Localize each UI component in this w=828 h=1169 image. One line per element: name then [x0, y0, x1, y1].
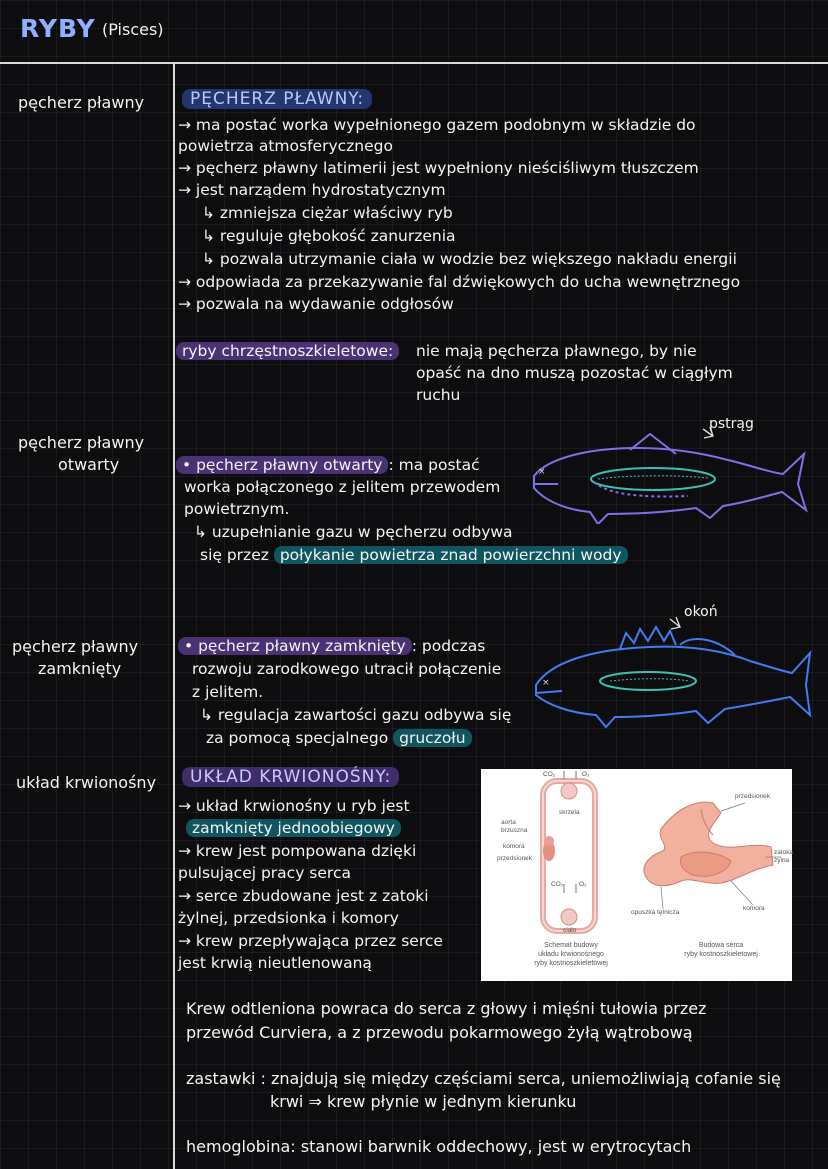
closed-bladder-line-2: rozwoju zarodkowego utracił połączenie: [192, 660, 502, 678]
open-bladder-highlight: • pęcherz pławny otwarty: [176, 456, 388, 474]
bullet-line: → serce zbudowane jest z zatoki: [178, 887, 429, 905]
label-co2-top: CO₂: [543, 771, 556, 778]
label-heart-bulb: opuszka tętnicza: [631, 909, 680, 916]
sidebar-label-open-2: otwarty: [58, 455, 120, 474]
trout-illustration: [528, 414, 813, 524]
closed-bladder-text: za pomocą specjalnego: [206, 729, 389, 747]
closed-bladder-line-5: [206, 728, 472, 749]
open-bladder-line-5: [200, 545, 628, 566]
margin-divider: [173, 62, 175, 1169]
open-bladder-line-3: powietrznym.: [184, 500, 290, 518]
bullet-line: → układ krwionośny u ryb jest: [178, 797, 410, 815]
label-heart-ventricle: komora: [743, 905, 765, 912]
bullet-line: jest krwią nieutlenowaną: [178, 954, 372, 972]
heading-text: PĘCHERZ PŁAWNY:: [182, 89, 372, 109]
svg-text:×: ×: [542, 678, 550, 688]
caption-right-line: Budowa serca: [698, 942, 744, 949]
caption-right: [661, 941, 781, 959]
sub-bullet-line: ↳ reguluje głębokość zanurzenia: [202, 227, 456, 245]
label-aorta: aorta: [501, 819, 516, 826]
note-valves-1: zastawki : znajdują się między częściami serca, uniemożliwiają cofanie się: [186, 1069, 781, 1088]
open-bladder-text: się przez: [200, 546, 269, 564]
label-o2-bottom: O₂: [579, 881, 587, 888]
closed-bladder-teal-highlight: gruczołu: [393, 729, 471, 747]
section-heading-circulatory: [182, 767, 399, 788]
label-gills: skrzela: [559, 809, 580, 816]
bullet-line: → ma postać worka wypełnionego gazem podobnym w składzie do: [178, 116, 696, 134]
perch-illustration: [530, 605, 815, 730]
circulatory-figure: [481, 769, 792, 981]
caption-left-line: układu krwionośnego: [538, 951, 604, 958]
sidebar-label-circulatory: układ krwionośny: [16, 773, 157, 792]
caption-left-line: Schemat budowy: [544, 942, 598, 949]
sidebar-label-swim-bladder: pęcherz pławny: [18, 93, 145, 112]
bullet-line: pulsującej pracy serca: [178, 864, 351, 882]
label-co2-bottom: CO₂: [551, 881, 564, 888]
bullet-line: → krew jest pompowana dzięki: [178, 842, 417, 860]
trout-label: pstrąg: [709, 416, 754, 432]
note-blood-2: przewód Curviera, a z przewodu pokarmowego żyłą wątrobową: [186, 1023, 693, 1042]
label-o2-top: O₂: [582, 771, 590, 778]
note-blood-1: Krew odtleniona powraca do serca z głowy i mięśni tułowia przez: [186, 999, 707, 1018]
circulatory-teal-line: [186, 818, 401, 839]
closed-bladder-text: : podczas: [411, 637, 486, 655]
bullet-line: → pęcherz pławny latimerii jest wypełniony nieściśliwym tłuszczem: [178, 159, 699, 177]
label-heart-sinus-2: żylna: [774, 857, 790, 864]
circulatory-teal-highlight: zamknięty jednoobiegowy: [186, 819, 401, 837]
label-ventricle: komora: [503, 843, 525, 850]
label-body: ciało: [563, 927, 577, 934]
label-heart-sinus-1: zatoka: [774, 849, 794, 856]
caption-right-line: ryby kostnoszkieletowej: [684, 951, 758, 958]
label-aorta-2: brzuszna: [501, 827, 528, 834]
closed-bladder-line-3: z jelitem.: [192, 683, 264, 701]
open-bladder-teal-highlight: połykanie powietrza znad powierzchni wody: [274, 546, 628, 564]
header-divider: [0, 62, 828, 64]
sub-bullet-line: ↳ pozwala utrzymanie ciała w wodzie bez większego nakładu energii: [202, 250, 737, 268]
bullet-line: → pozwala na wydawanie odgłosów: [178, 295, 454, 313]
bullet-line: → krew przepływająca przez serce: [178, 932, 443, 950]
closed-bladder-highlight: • pęcherz pławny zamknięty: [178, 637, 412, 655]
section-heading-swim-bladder: [182, 89, 372, 110]
open-bladder-text: : ma postać: [388, 456, 480, 474]
bullet-line: żylnej, przedsionka i komory: [178, 909, 399, 927]
open-bladder-line-4: ↳ uzupełnianie gazu w pęcherzu odbywa: [194, 523, 513, 541]
note-hemoglobin: hemoglobina: stanowi barwnik oddechowy, jest w erytrocytach: [186, 1137, 692, 1156]
page-title: RYBY: [20, 14, 96, 43]
sidebar-label-closed-1: pęcherz pławny: [12, 637, 139, 656]
caption-left-line: ryby kostnoszkieletowej: [534, 960, 608, 967]
closed-bladder-line-1: [178, 636, 485, 657]
cartilage-text-line: opaść na dno muszą pozostać w ciągłym: [416, 364, 733, 382]
open-bladder-line-1: [176, 455, 480, 476]
sub-bullet-line: ↳ zmniejsza ciężar właściwy ryb: [202, 204, 453, 222]
label-heart-atrium: przedsionek: [735, 793, 771, 800]
cartilage-fish-highlight: ryby chrzęstnoszkieletowe:: [176, 342, 399, 360]
cartilage-text-line: nie mają pęcherza pławnego, by nie: [416, 342, 697, 360]
svg-text:×: ×: [538, 467, 546, 477]
cartilage-text-line: ruchu: [416, 386, 461, 404]
closed-bladder-line-4: ↳ regulacja zawartości gazu odbywa się: [200, 706, 512, 724]
page-subtitle: (Pisces): [102, 20, 164, 39]
perch-label: okoń: [684, 604, 718, 620]
bullet-line: → odpowiada za przekazywanie fal dźwiękowych do ucha wewnętrznego: [178, 273, 741, 291]
bullet-line: → jest narządem hydrostatycznym: [178, 181, 446, 199]
open-bladder-line-2: worka połączonego z jelitem przewodem: [184, 478, 501, 496]
note-valves-2: krwi ⇒ krew płynie w jednym kierunku: [270, 1092, 577, 1111]
label-atrium: przedsionek: [497, 855, 533, 862]
bullet-line: powietrza atmosferycznego: [178, 137, 393, 155]
sidebar-label-closed-2: zamknięty: [38, 659, 122, 678]
caption-left: [501, 941, 641, 968]
sidebar-label-open-1: pęcherz pławny: [18, 433, 145, 452]
cartilage-fish-label: [176, 341, 399, 362]
heading-text: UKŁAD KRWIONOŚNY:: [182, 767, 399, 787]
